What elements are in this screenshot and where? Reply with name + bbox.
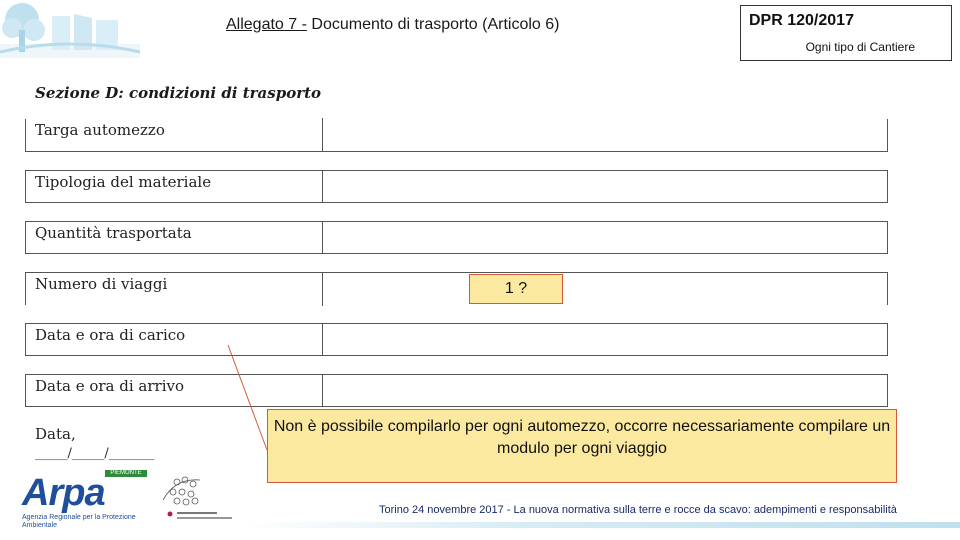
form-row-label: Data e ora di carico	[35, 326, 186, 344]
row-divider	[322, 272, 323, 306]
form-row-label: Numero di viaggi	[35, 275, 168, 293]
form-row-label: Tipologia del materiale	[35, 173, 212, 191]
row-divider	[322, 374, 323, 407]
row-divider	[322, 323, 323, 356]
footer-text: Torino 24 novembre 2017 - La nuova normativa sulla terre e rocce da scavo: adempimenti e responsabilità	[379, 504, 897, 516]
arpa-logo	[20, 470, 142, 528]
form-row-material	[25, 170, 888, 203]
row-divider	[322, 221, 323, 254]
partner-logo-icon	[155, 470, 240, 526]
form-row-trips	[25, 272, 888, 305]
note-callout: Non è possibile compilarlo per ogni automezzo, occorre necessariamente compilare un modulo per ogni viaggio	[267, 409, 897, 483]
form-row-label: Targa automezzo	[35, 121, 165, 139]
row-divider	[322, 170, 323, 203]
tree-logo-icon	[0, 0, 140, 58]
date-line: _____/_____/_______	[35, 446, 155, 461]
arpa-region-label: PIEMONTE	[105, 470, 147, 477]
arpa-wordmark: Arpa	[22, 472, 105, 514]
dpr-box	[740, 5, 952, 61]
trips-callout: 1 ?	[469, 274, 563, 304]
form-row-quantity	[25, 221, 888, 254]
form-row-loading	[25, 323, 888, 356]
form-row-label: Data e ora di arrivo	[35, 377, 185, 395]
arpa-subtitle: Agenzia Regionale per la Protezione Ambientale	[22, 514, 136, 529]
dpr-title: DPR 120/2017	[749, 12, 854, 29]
section-title: Sezione D: condizioni di trasporto	[35, 84, 322, 102]
form-row-plate	[25, 119, 888, 152]
page-title	[226, 16, 559, 34]
footer-bar	[240, 522, 960, 528]
dpr-subtitle: Ogni tipo di Cantiere	[805, 40, 915, 54]
title-rest: Documento di trasporto (Articolo 6)	[306, 16, 560, 33]
form-row-arrival	[25, 374, 888, 407]
row-divider	[322, 118, 323, 152]
form-row-label: Quantità trasportata	[35, 224, 192, 242]
title-annex: Allegato 7 -	[226, 16, 307, 33]
date-label: Data,	[35, 425, 76, 443]
